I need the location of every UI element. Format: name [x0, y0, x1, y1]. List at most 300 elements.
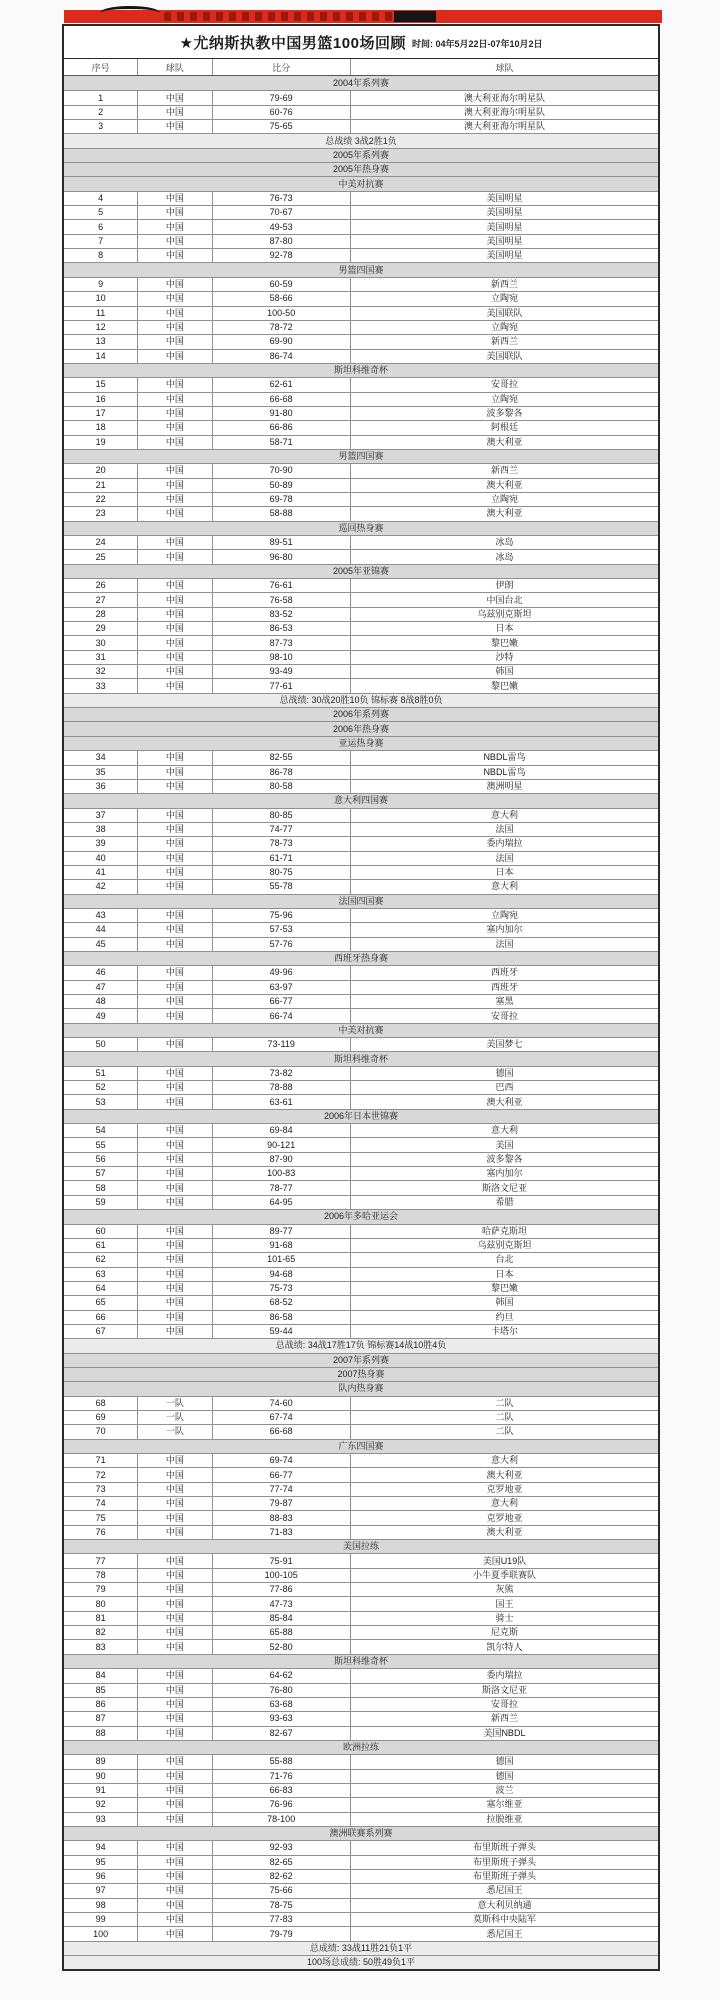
- team-cell: 中国: [138, 479, 212, 492]
- game-number-cell: 54: [64, 1124, 138, 1137]
- team-cell: 中国: [138, 1927, 212, 1940]
- team-cell: 中国: [138, 665, 212, 678]
- score-cell: 87-90: [213, 1153, 351, 1166]
- score-cell: 50-89: [213, 479, 351, 492]
- game-row: [64, 420, 658, 434]
- team-cell: 中国: [138, 852, 212, 865]
- game-number-cell: 95: [64, 1856, 138, 1869]
- game-row: [64, 1855, 658, 1869]
- score-cell: 100-105: [213, 1569, 351, 1582]
- opponent-cell: 德国: [495, 1756, 514, 1767]
- game-row: [64, 1883, 658, 1897]
- game-row: [64, 1797, 658, 1811]
- game-row: [64, 349, 658, 363]
- team-cell: 中国: [138, 1095, 212, 1108]
- game-row: [64, 205, 658, 219]
- score-cell: 77-74: [213, 1483, 351, 1496]
- score-cell: 64-95: [213, 1196, 351, 1209]
- game-number-cell: 43: [64, 909, 138, 922]
- game-number-cell: 82: [64, 1626, 138, 1639]
- game-number-cell: 76: [64, 1526, 138, 1539]
- game-number-cell: 68: [64, 1397, 138, 1410]
- opponent-cell: 澳大利亚: [486, 1469, 523, 1480]
- opponent-cell: 安哥拉: [490, 379, 518, 390]
- game-number-cell: 81: [64, 1612, 138, 1625]
- section-header-row: 广东四国赛: [64, 1439, 658, 1453]
- game-row: [64, 822, 658, 836]
- opponent-cell: 澳大利亚海尔明星队: [463, 92, 545, 103]
- score-cell: 78-77: [213, 1181, 351, 1194]
- team-cell: 中国: [138, 1511, 212, 1524]
- opponent-cell: 法国: [495, 852, 514, 863]
- score-cell: 78-88: [213, 1081, 351, 1094]
- team-cell: 中国: [138, 220, 212, 233]
- game-number-cell: 10: [64, 292, 138, 305]
- score-cell: 100-50: [213, 307, 351, 320]
- team-cell: 中国: [138, 1798, 212, 1811]
- game-row: [64, 1008, 658, 1022]
- opponent-cell: 法国: [495, 824, 514, 835]
- score-cell: 86-58: [213, 1311, 351, 1324]
- game-row: [64, 248, 658, 262]
- game-number-cell: 19: [64, 436, 138, 449]
- game-number-cell: 15: [64, 378, 138, 391]
- game-number-cell: 84: [64, 1669, 138, 1682]
- game-row: [64, 750, 658, 764]
- game-number-cell: 91: [64, 1784, 138, 1797]
- game-number-cell: 86: [64, 1698, 138, 1711]
- opponent-cell: 塞内加尔: [486, 1168, 523, 1179]
- game-number-cell: 55: [64, 1138, 138, 1151]
- game-number-cell: 26: [64, 579, 138, 592]
- game-number-cell: 64: [64, 1282, 138, 1295]
- game-number-cell: 67: [64, 1325, 138, 1338]
- section-header-row: 2005年系列赛: [64, 148, 658, 162]
- game-number-cell: 71: [64, 1454, 138, 1467]
- score-cell: 73-119: [213, 1038, 351, 1051]
- opponent-cell: 立陶宛: [490, 293, 518, 304]
- opponent-cell: 骑士: [495, 1612, 514, 1623]
- opponent-cell: 巴西: [495, 1082, 514, 1093]
- section-header-row: 2006年日本世锦赛: [64, 1109, 658, 1123]
- score-cell: 57-76: [213, 938, 351, 951]
- game-row: [64, 635, 658, 649]
- game-number-cell: 89: [64, 1755, 138, 1768]
- score-cell: 66-68: [213, 393, 351, 406]
- game-number-cell: 33: [64, 679, 138, 692]
- score-cell: 58-66: [213, 292, 351, 305]
- game-number-cell: 31: [64, 651, 138, 664]
- game-row: [64, 1410, 658, 1424]
- game-row: [64, 592, 658, 606]
- team-cell: 中国: [138, 593, 212, 606]
- team-cell: 中国: [138, 1497, 212, 1510]
- game-row: [64, 1869, 658, 1883]
- game-row: [64, 1467, 658, 1481]
- opponent-cell: 凯尔特人: [486, 1641, 523, 1652]
- team-cell: 中国: [138, 1841, 212, 1854]
- section-header-row: 2005年热身赛: [64, 162, 658, 176]
- score-cell: 77-61: [213, 679, 351, 692]
- game-row: [64, 1295, 658, 1309]
- game-row: [64, 1267, 658, 1281]
- team-cell: 中国: [138, 1813, 212, 1826]
- section-header-row: 意大利四国赛: [64, 793, 658, 807]
- score-cell: 78-75: [213, 1899, 351, 1912]
- opponent-cell: 黎巴嫩: [490, 680, 518, 691]
- team-cell: 中国: [138, 1124, 212, 1137]
- opponent-cell: 卡塔尔: [490, 1326, 518, 1337]
- section-header-row: 斯坦科维奇杯: [64, 1051, 658, 1065]
- opponent-cell: 克罗地亚: [486, 1512, 523, 1523]
- team-cell: 中国: [138, 1253, 212, 1266]
- game-number-cell: 74: [64, 1497, 138, 1510]
- game-number-cell: 27: [64, 593, 138, 606]
- game-number-cell: 42: [64, 880, 138, 893]
- score-cell: 82-62: [213, 1870, 351, 1883]
- col-header-number: 序号: [64, 59, 138, 75]
- game-number-cell: 21: [64, 479, 138, 492]
- score-cell: 69-78: [213, 493, 351, 506]
- game-row: [64, 219, 658, 233]
- game-row: [64, 879, 658, 893]
- game-row: [64, 1568, 658, 1582]
- score-cell: 87-73: [213, 636, 351, 649]
- game-number-cell: 51: [64, 1067, 138, 1080]
- game-row: [64, 922, 658, 936]
- game-row: [64, 994, 658, 1008]
- team-cell: 中国: [138, 1311, 212, 1324]
- team-cell: 中国: [138, 651, 212, 664]
- team-cell: 中国: [138, 464, 212, 477]
- opponent-cell: 韩国: [495, 1297, 514, 1308]
- section-header-row: 法国四国赛: [64, 894, 658, 908]
- game-number-cell: 9: [64, 278, 138, 291]
- game-number-cell: 78: [64, 1569, 138, 1582]
- score-cell: 78-72: [213, 321, 351, 334]
- score-cell: 73-82: [213, 1067, 351, 1080]
- team-cell: 中国: [138, 966, 212, 979]
- opponent-cell: 二队: [495, 1397, 514, 1408]
- game-row: [64, 1180, 658, 1194]
- game-row: [64, 1898, 658, 1912]
- section-header-row: 巡回热身赛: [64, 521, 658, 535]
- game-number-cell: 8: [64, 249, 138, 262]
- game-number-cell: 52: [64, 1081, 138, 1094]
- section-header-row: 2006年热身赛: [64, 721, 658, 735]
- game-row: [64, 865, 658, 879]
- game-row: [64, 1080, 658, 1094]
- score-cell: 52-80: [213, 1640, 351, 1653]
- team-cell: 中国: [138, 679, 212, 692]
- team-cell: 中国: [138, 1268, 212, 1281]
- game-row: [64, 650, 658, 664]
- game-number-cell: 85: [64, 1684, 138, 1697]
- team-cell: 一队: [138, 1411, 212, 1424]
- team-cell: 中国: [138, 981, 212, 994]
- team-cell: 中国: [138, 292, 212, 305]
- section-header-row: 2004年系列赛: [64, 76, 658, 90]
- opponent-cell: 美国明星: [486, 192, 523, 203]
- game-number-cell: 49: [64, 1009, 138, 1022]
- score-cell: 66-77: [213, 1468, 351, 1481]
- opponent-cell: 安哥拉: [490, 1010, 518, 1021]
- team-cell: 中国: [138, 1526, 212, 1539]
- game-number-cell: 12: [64, 321, 138, 334]
- score-cell: 82-55: [213, 751, 351, 764]
- team-cell: 中国: [138, 249, 212, 262]
- team-cell: 中国: [138, 866, 212, 879]
- game-row: [64, 90, 658, 104]
- section-header-row: 2006年多哈亚运会: [64, 1209, 658, 1223]
- game-number-cell: 97: [64, 1884, 138, 1897]
- score-cell: 85-84: [213, 1612, 351, 1625]
- column-header-row: [64, 59, 658, 76]
- score-cell: 87-80: [213, 235, 351, 248]
- opponent-cell: 澳大利亚海尔明星队: [463, 121, 545, 132]
- opponent-cell: 澳大利亚海尔明星队: [463, 106, 545, 117]
- opponent-cell: 美国联队: [486, 350, 523, 361]
- opponent-cell: 立陶宛: [490, 393, 518, 404]
- score-cell: 75-66: [213, 1884, 351, 1897]
- team-cell: 中国: [138, 1196, 212, 1209]
- opponent-cell: 立陶宛: [490, 322, 518, 333]
- game-row: [64, 1195, 658, 1209]
- team-cell: 中国: [138, 1296, 212, 1309]
- game-number-cell: 28: [64, 608, 138, 621]
- opponent-cell: 乌兹别克斯坦: [477, 1240, 532, 1251]
- opponent-cell: 沙特: [495, 651, 514, 662]
- opponent-cell: 冰岛: [495, 551, 514, 562]
- table-title-row: [64, 26, 658, 59]
- game-row: [64, 277, 658, 291]
- score-cell: 86-74: [213, 350, 351, 363]
- team-cell: 中国: [138, 106, 212, 119]
- opponent-cell: 波兰: [495, 1785, 514, 1796]
- game-row: [64, 607, 658, 621]
- score-cell: 79-79: [213, 1927, 351, 1940]
- game-number-cell: 18: [64, 421, 138, 434]
- game-number-cell: 45: [64, 938, 138, 951]
- game-row: [64, 1783, 658, 1797]
- game-row: [64, 1611, 658, 1625]
- game-row: [64, 621, 658, 635]
- game-number-cell: 17: [64, 407, 138, 420]
- score-cell: 71-76: [213, 1770, 351, 1783]
- score-cell: 86-53: [213, 622, 351, 635]
- score-cell: 86-78: [213, 766, 351, 779]
- opponent-cell: 二队: [495, 1412, 514, 1423]
- score-cell: 60-76: [213, 106, 351, 119]
- game-row: [64, 851, 658, 865]
- opponent-cell: 德国: [495, 1067, 514, 1078]
- section-header-row: 美国拉练: [64, 1539, 658, 1553]
- section-header-row: 2007年系列赛: [64, 1353, 658, 1367]
- opponent-cell: 尼克斯: [490, 1627, 518, 1638]
- opponent-cell: 悉尼国王: [486, 1928, 523, 1939]
- game-number-cell: 93: [64, 1813, 138, 1826]
- game-row: [64, 1582, 658, 1596]
- game-number-cell: 98: [64, 1899, 138, 1912]
- team-cell: 中国: [138, 766, 212, 779]
- game-number-cell: 94: [64, 1841, 138, 1854]
- score-cell: 89-51: [213, 536, 351, 549]
- game-number-cell: 61: [64, 1239, 138, 1252]
- game-row: [64, 119, 658, 133]
- team-cell: 中国: [138, 206, 212, 219]
- score-cell: 61-71: [213, 852, 351, 865]
- game-number-cell: 1: [64, 91, 138, 104]
- game-number-cell: 60: [64, 1225, 138, 1238]
- game-row: [64, 664, 658, 678]
- opponent-cell: 日本: [495, 623, 514, 634]
- score-cell: 74-60: [213, 1397, 351, 1410]
- game-row: [64, 320, 658, 334]
- team-cell: 中国: [138, 780, 212, 793]
- game-number-cell: 48: [64, 995, 138, 1008]
- team-cell: 中国: [138, 1684, 212, 1697]
- game-number-cell: 75: [64, 1511, 138, 1524]
- score-cell: 93-63: [213, 1712, 351, 1725]
- opponent-cell: 小牛夏季联赛队: [472, 1569, 536, 1580]
- section-header-row: 男篮四国赛: [64, 262, 658, 276]
- game-number-cell: 100: [64, 1927, 138, 1940]
- team-cell: 中国: [138, 235, 212, 248]
- team-cell: 中国: [138, 278, 212, 291]
- team-cell: 中国: [138, 909, 212, 922]
- score-cell: 82-65: [213, 1856, 351, 1869]
- score-cell: 59-44: [213, 1325, 351, 1338]
- opponent-cell: 澳洲明星: [486, 781, 523, 792]
- game-number-cell: 46: [64, 966, 138, 979]
- score-cell: 63-61: [213, 1095, 351, 1108]
- game-row: [64, 291, 658, 305]
- score-cell: 69-90: [213, 335, 351, 348]
- team-cell: 中国: [138, 622, 212, 635]
- score-cell: 76-73: [213, 192, 351, 205]
- game-row: [64, 1639, 658, 1653]
- game-number-cell: 5: [64, 206, 138, 219]
- game-number-cell: 72: [64, 1468, 138, 1481]
- team-cell: 中国: [138, 1698, 212, 1711]
- opponent-cell: 澳大利亚: [486, 1096, 523, 1107]
- banner-censor-block: [394, 11, 436, 22]
- score-cell: 47-73: [213, 1597, 351, 1610]
- game-row: [64, 506, 658, 520]
- team-cell: 中国: [138, 1626, 212, 1639]
- team-cell: 中国: [138, 1468, 212, 1481]
- opponent-cell: 新西兰: [490, 465, 518, 476]
- team-cell: 中国: [138, 1884, 212, 1897]
- team-cell: 中国: [138, 536, 212, 549]
- score-cell: 92-93: [213, 1841, 351, 1854]
- score-cell: 78-100: [213, 1813, 351, 1826]
- opponent-cell: 布里斯班子弹头: [472, 1842, 536, 1853]
- game-number-cell: 59: [64, 1196, 138, 1209]
- game-row: [64, 1668, 658, 1682]
- score-cell: 63-68: [213, 1698, 351, 1711]
- game-row: [64, 1324, 658, 1338]
- team-cell: 中国: [138, 436, 212, 449]
- game-row: [64, 1094, 658, 1108]
- score-cell: 76-96: [213, 1798, 351, 1811]
- opponent-cell: 意大利: [490, 1125, 518, 1136]
- game-number-cell: 58: [64, 1181, 138, 1194]
- game-number-cell: 69: [64, 1411, 138, 1424]
- team-cell: 中国: [138, 335, 212, 348]
- opponent-cell: 美国明星: [486, 221, 523, 232]
- team-cell: 中国: [138, 1554, 212, 1567]
- banner-logo-arc: [100, 6, 160, 20]
- score-cell: 92-78: [213, 249, 351, 262]
- game-row: [64, 334, 658, 348]
- team-cell: 中国: [138, 393, 212, 406]
- opponent-cell: 日本: [495, 1268, 514, 1279]
- page-subtitle: 时间: 04年5月22日-07年10月2日: [411, 39, 543, 49]
- opponent-cell: 布里斯班子弹头: [472, 1871, 536, 1882]
- team-cell: 中国: [138, 1755, 212, 1768]
- opponent-cell: 灰熊: [495, 1584, 514, 1595]
- page-title: ★尤纳斯执教中国男篮100场回顾: [179, 34, 406, 52]
- team-cell: 中国: [138, 1784, 212, 1797]
- team-cell: 中国: [138, 378, 212, 391]
- game-row: [64, 478, 658, 492]
- game-row: [64, 191, 658, 205]
- opponent-cell: 伊朗: [495, 580, 514, 591]
- score-cell: 68-52: [213, 1296, 351, 1309]
- game-number-cell: 70: [64, 1425, 138, 1438]
- game-number-cell: 50: [64, 1038, 138, 1051]
- team-cell: 中国: [138, 1483, 212, 1496]
- team-cell: 中国: [138, 1856, 212, 1869]
- game-row: [64, 1625, 658, 1639]
- game-number-cell: 62: [64, 1253, 138, 1266]
- summary-row: 总成绩: 33战11胜21负1平: [64, 1941, 658, 1955]
- team-cell: 中国: [138, 1239, 212, 1252]
- game-row: [64, 808, 658, 822]
- section-header-row: 队内热身赛: [64, 1381, 658, 1395]
- game-row: [64, 908, 658, 922]
- game-number-cell: 35: [64, 766, 138, 779]
- game-row: [64, 1123, 658, 1137]
- score-cell: 76-58: [213, 593, 351, 606]
- opponent-cell: 美国联队: [486, 307, 523, 318]
- opponent-cell: 意大利贝纳通: [477, 1899, 532, 1910]
- team-cell: 中国: [138, 192, 212, 205]
- opponent-cell: 克罗地亚: [486, 1483, 523, 1494]
- game-number-cell: 79: [64, 1583, 138, 1596]
- team-cell: 中国: [138, 350, 212, 363]
- game-number-cell: 87: [64, 1712, 138, 1725]
- opponent-cell: 塞黑: [495, 996, 514, 1007]
- team-cell: 中国: [138, 938, 212, 951]
- score-cell: 83-52: [213, 608, 351, 621]
- opponent-cell: 哈萨克斯坦: [481, 1225, 527, 1236]
- opponent-cell: 立陶宛: [490, 494, 518, 505]
- game-number-cell: 3: [64, 120, 138, 133]
- opponent-cell: 委内瑞拉: [486, 1670, 523, 1681]
- game-number-cell: 53: [64, 1095, 138, 1108]
- opponent-cell: 中国台北: [486, 594, 523, 605]
- summary-row: 总战绩: 34战17胜17负 锦标赛14战10胜4负: [64, 1338, 658, 1352]
- score-cell: 80-58: [213, 780, 351, 793]
- game-number-cell: 25: [64, 550, 138, 563]
- score-cell: 74-77: [213, 823, 351, 836]
- score-cell: 66-74: [213, 1009, 351, 1022]
- score-cell: 75-65: [213, 120, 351, 133]
- score-cell: 80-85: [213, 809, 351, 822]
- game-row: [64, 1683, 658, 1697]
